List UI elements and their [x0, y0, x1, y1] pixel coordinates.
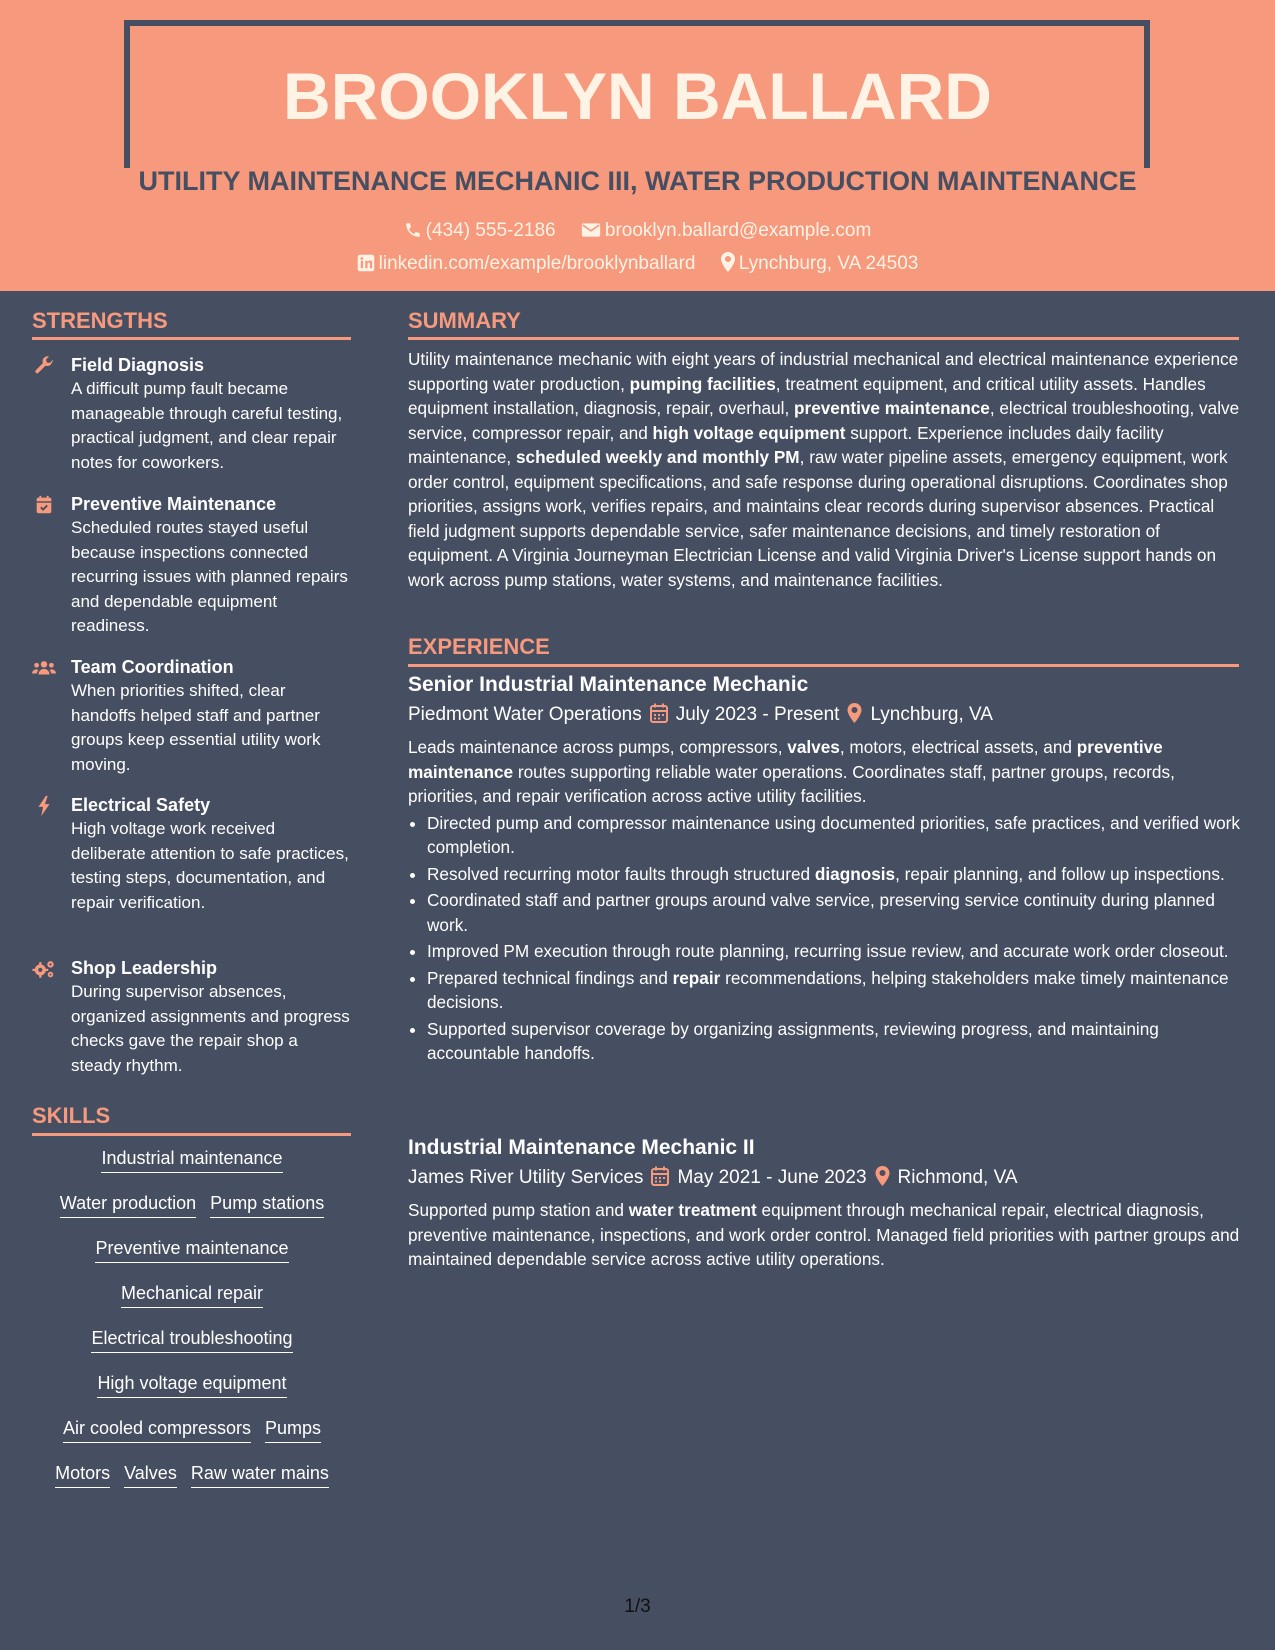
job-meta: [408, 1166, 1240, 1189]
company: James River Utility Services: [408, 1167, 644, 1188]
contact-row-2: [0, 252, 1275, 275]
skill-tag: Motors: [55, 1463, 110, 1488]
strength-title: Preventive Maintenance: [71, 494, 277, 514]
bullet-item: • Directed pump and compressor maintenance using documented priorities, safe practices, and verified work completion.: [427, 811, 1240, 860]
bolt-icon: [32, 795, 56, 817]
skill-tag: Raw water mains: [191, 1463, 329, 1488]
linkedin-icon: [357, 254, 375, 272]
email[interactable]: [581, 220, 871, 242]
strength-item: [32, 793, 352, 915]
job-entry: [408, 673, 1240, 1068]
skill-tag: Electrical troubleshooting: [91, 1328, 292, 1353]
location-text: Lynchburg, VA 24503: [738, 253, 919, 274]
strength-item: [32, 655, 352, 777]
strength-description: Scheduled routes stayed useful because inspections connected recurring issues with planned repairs and dependable equipment readiness.: [71, 518, 348, 635]
job-bullets: [408, 811, 1240, 1066]
strength-title: Field Diagnosis: [71, 355, 205, 375]
strength-description: During supervisor absences, organized assignments and progress checks gave the repair shop a steady rhythm.: [71, 982, 350, 1075]
job-entry: [408, 1136, 1240, 1272]
strength-item: [32, 956, 352, 1078]
skill-tag: Pump stations: [210, 1193, 324, 1218]
map-pin-icon: [847, 703, 862, 723]
dates: May 2021 - June 2023: [677, 1167, 867, 1188]
strength-item: [32, 492, 352, 639]
skills-list: [32, 1148, 352, 1508]
page-indicator: 1/3: [624, 1596, 651, 1617]
calendar-check-icon: [32, 494, 56, 516]
phone-icon: [404, 221, 422, 239]
linkedin-text: linkedin.com/example/brooklynballard: [378, 253, 696, 274]
strength-item: [32, 353, 352, 475]
strength-title: Electrical Safety: [71, 795, 211, 815]
bullet-item: • Improved PM execution through route planning, recurring issue review, and accurate work order closeout.: [427, 939, 1240, 964]
dates: July 2023 - Present: [675, 704, 840, 725]
job-title: Senior Industrial Maintenance Mechanic: [408, 673, 809, 696]
skill-tag: Pumps: [265, 1418, 321, 1443]
bullet-item: • Supported supervisor coverage by organizing assignments, reviewing progress, and maintaining accountable handoffs.: [427, 1017, 1240, 1066]
skill-tag: Preventive maintenance: [95, 1238, 288, 1263]
candidate-name: BROOKLYN BALLARD: [283, 59, 992, 133]
map-pin-icon: [875, 1166, 890, 1186]
calendar-icon: [650, 703, 668, 723]
job-title: Industrial Maintenance Mechanic II: [408, 1136, 755, 1159]
users-icon: [32, 657, 56, 679]
strength-description: High voltage work received deliberate attention to safe practices, testing steps, documentation, and repair verification.: [71, 819, 349, 912]
strength-title: Shop Leadership: [71, 958, 218, 978]
strength-description: A difficult pump fault became manageable through careful testing, practical judgment, and clear repair notes for coworkers.: [71, 379, 343, 472]
summary-text: Utility maintenance mechanic with eight years of industrial mechanical and electrical maintenance experience supporting water production, pumping facilities, treatment equipment, and critical utility assets. Handles equipment installation, diagnosis, repair, overhaul, preventive maintenance, electrical troubleshooting, valve service, compressor repair, and high voltage equipment support. Experience includes daily facility maintenance, scheduled weekly and monthly PM, raw water pipeline assets, emergency equipment, work order control, equipment specifications, and safe response during operational disruptions. Coordinates shop priorities, assigns work, verifies repairs, and maintains clear records during supervisor absences. Practical field judgment supports dependable service, safer maintenance decisions, and timely restoration of equipment. A Virginia Journeyman Electrician License and valid Virginia Driver's License support hands on work across pump stations, water systems, and maintenance facilities.: [408, 349, 1240, 590]
skills-heading: SKILLS: [32, 1103, 111, 1128]
email-text: brooklyn.ballard@example.com: [604, 220, 872, 241]
strength-description: When priorities shifted, clear handoffs helped staff and partner groups keep essential utility work moving.: [71, 681, 321, 774]
job-meta: [408, 703, 1240, 726]
envelope-icon: [581, 221, 601, 239]
summary-heading: SUMMARY: [408, 308, 521, 333]
job-location: Lynchburg, VA: [870, 704, 993, 725]
summary-section: [408, 347, 1240, 592]
job-description: Leads maintenance across pumps, compressors, valves, motors, electrical assets, and preventive maintenance routes supporting reliable water operations. Coordinates staff, partner groups, records, priorities, and repair verification across active utility facilities.: [408, 737, 1175, 806]
summary-rule: [408, 337, 1239, 340]
skill-tag: Mechanical repair: [121, 1283, 263, 1308]
calendar-icon: [651, 1166, 669, 1186]
skill-tag: Industrial maintenance: [101, 1148, 282, 1173]
header-banner: [0, 0, 1275, 291]
gears-icon: [32, 958, 56, 980]
location: [721, 252, 919, 275]
skill-tag: Air cooled compressors: [63, 1418, 251, 1443]
bullet-item: • Prepared technical findings and repair recommendations, helping stakeholders make timely maintenance decisions.: [427, 966, 1240, 1015]
experience-heading: EXPERIENCE: [408, 634, 550, 659]
wrench-icon: [32, 355, 56, 377]
linkedin[interactable]: [357, 253, 696, 275]
company: Piedmont Water Operations: [408, 704, 642, 725]
phone-text: (434) 555-2186: [425, 220, 556, 241]
experience-rule: [408, 664, 1239, 667]
strengths-heading: STRENGTHS: [32, 308, 168, 333]
skills-rule: [32, 1133, 351, 1136]
skill-tag: Water production: [60, 1193, 196, 1218]
strength-title: Team Coordination: [71, 657, 234, 677]
job-title-headline: UTILITY MAINTENANCE MECHANIC III, WATER PRODUCTION MAINTENANCE: [138, 166, 1137, 196]
skill-tag: Valves: [124, 1463, 177, 1488]
skill-tag: High voltage equipment: [97, 1373, 286, 1398]
contact-row-1: [0, 220, 1275, 242]
bullet-item: • Resolved recurring motor faults through structured diagnosis, repair planning, and follow up inspections.: [427, 862, 1240, 887]
phone[interactable]: [404, 220, 556, 242]
strengths-rule: [32, 337, 351, 340]
bullet-item: • Coordinated staff and partner groups around valve service, preserving service continuity during planned work.: [427, 888, 1240, 937]
map-pin-icon: [721, 252, 735, 272]
job-location: Richmond, VA: [897, 1167, 1018, 1188]
job-description: Supported pump station and water treatment equipment through mechanical repair, electrical diagnosis, preventive maintenance, inspections, and work order control. Managed field priorities with partner groups and maintained dependable service across active utility operations.: [408, 1200, 1240, 1269]
